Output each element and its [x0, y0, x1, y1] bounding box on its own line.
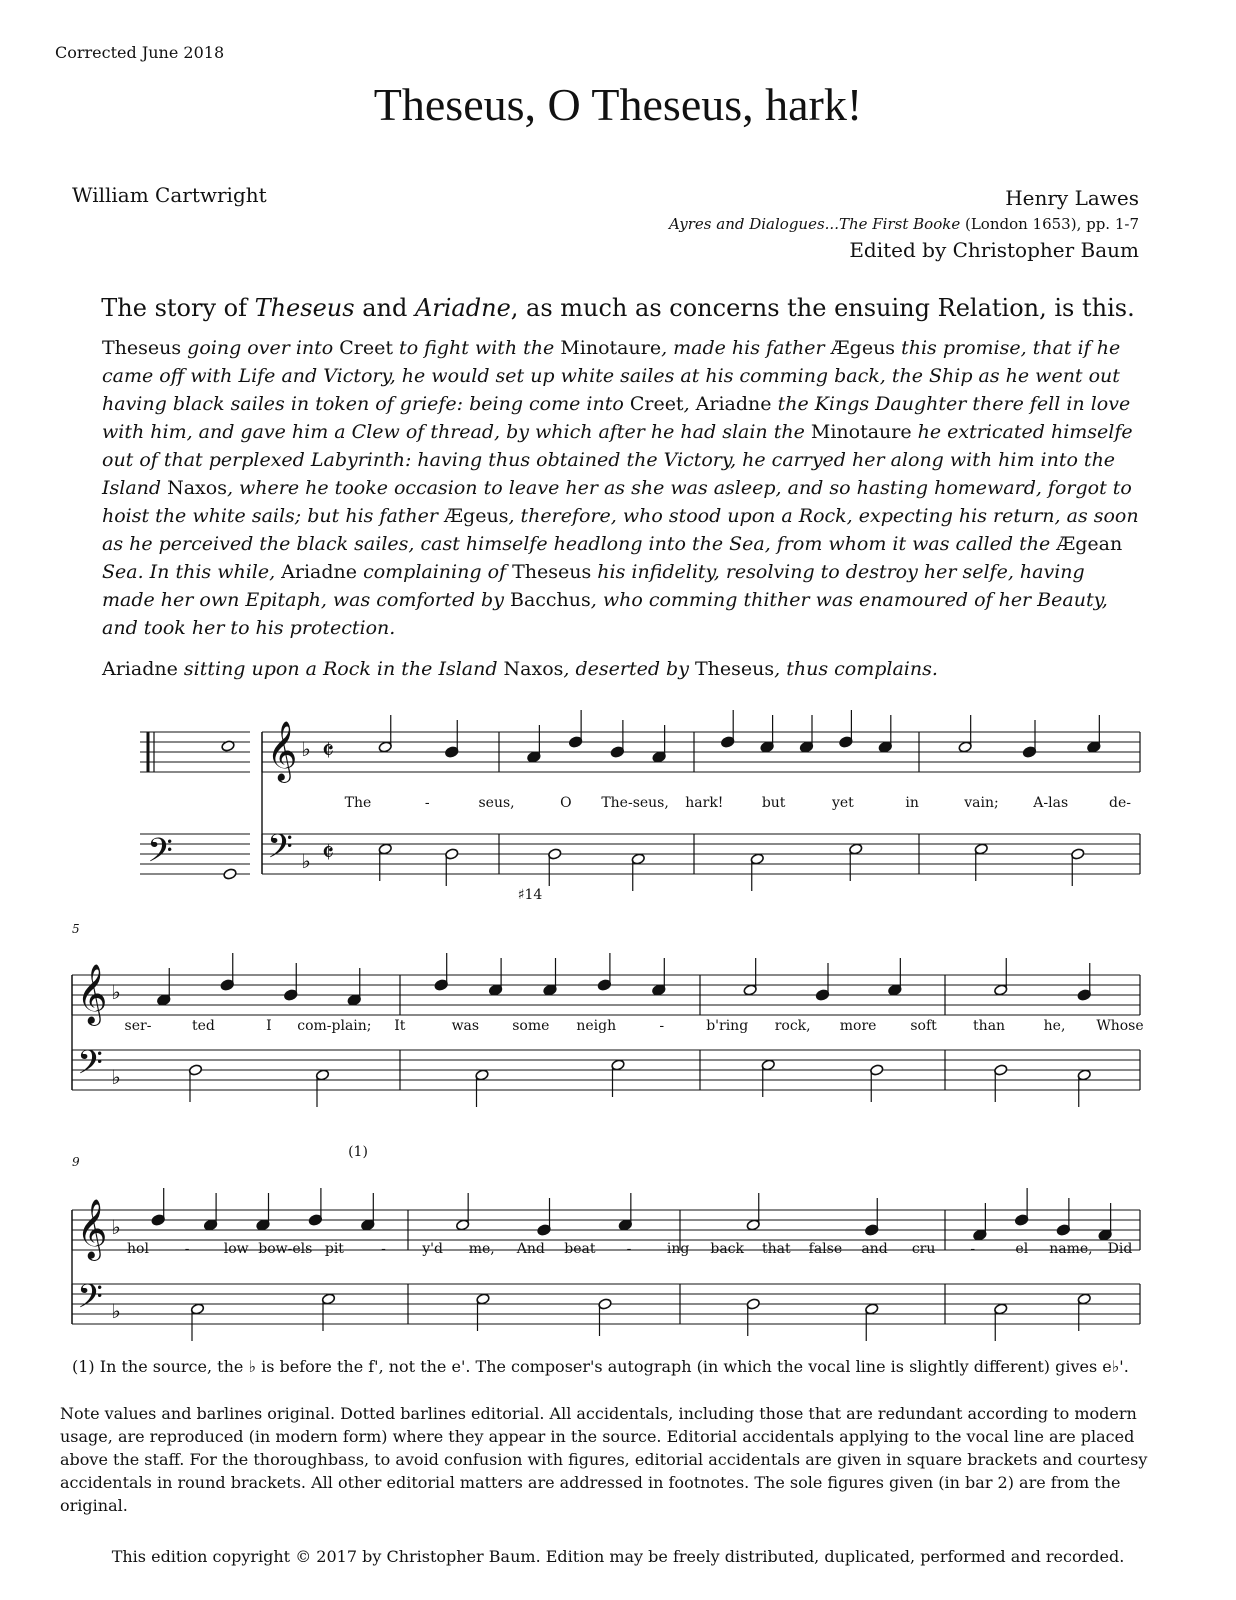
lyric-syllable: hol	[127, 1241, 149, 1257]
system-1-bass-time-signature-icon: 𝄵	[321, 836, 335, 869]
story-heading-name-ariadne: Ariadne	[414, 294, 511, 322]
scene-segment: sitting upon a Rock in the Island	[177, 658, 504, 680]
story-segment: Creet	[339, 337, 394, 359]
story-segment: this promise, that if he came off with Life and Victory, he would set up white sailes at his comming back, the Ship as he went out having black sailes in token of griefe: being come into	[102, 337, 1121, 415]
lyric-syllable: in	[905, 795, 919, 811]
system-1-treble-flat-icon: ♭	[301, 737, 311, 761]
page-title: Theseus, O Theseus, hark!	[373, 79, 863, 130]
system-2-treble-clef-icon: 𝄞	[76, 964, 108, 1024]
lyric-syllable: com-plain;	[297, 1018, 372, 1034]
source-details: (London 1653), pp. 1-7	[960, 215, 1139, 233]
lyric-syllable: Whose	[1096, 1018, 1144, 1034]
story-segment: , who comming thither was enamoured of her Beauty, and took her to his protection.	[102, 589, 1108, 639]
system-2-bass-flat-icon: ♭	[111, 1065, 121, 1089]
lyric-syllable: And	[516, 1241, 545, 1257]
scene-segment: Naxos	[503, 658, 564, 680]
source-citation	[669, 215, 1139, 233]
lyric-syllable: yet	[831, 795, 854, 811]
lyric-syllable: Did	[1107, 1241, 1133, 1257]
system-3-treble-flat-icon: ♭	[111, 1215, 121, 1239]
story-segment: Minotaure	[810, 421, 912, 443]
lyric-syllable: false	[808, 1241, 843, 1257]
system-2-bass-clef-icon: 𝄢	[77, 1044, 103, 1090]
story-segment: the Kings Daughter there fell in love with him, and gave him a Clew of thread, by which after he had slain the	[102, 393, 1131, 443]
lyric-syllable: The	[344, 795, 372, 811]
lyric-syllable: neigh	[576, 1018, 617, 1034]
story-segment: Ægeus	[830, 337, 896, 359]
system-1-bass-clef-icon: 𝄢	[267, 828, 293, 874]
lyric-syllable: bow-els	[258, 1241, 313, 1257]
lyric-syllable: pit	[324, 1241, 344, 1257]
system-3-bass-flat-icon: ♭	[111, 1299, 121, 1323]
lyric-syllable: back	[710, 1241, 745, 1257]
measure-number: 9	[72, 1155, 80, 1169]
editor-credit: Edited by Christopher Baum	[849, 238, 1139, 262]
lyric-syllable: -	[659, 1018, 665, 1034]
lyric-syllable: he,	[1043, 1018, 1066, 1034]
footnote: (1) In the source, the ♭ is before the f', not the e'. The composer's autograph (in which the vocal line is slightly different) gives e♭'.	[72, 1357, 1129, 1376]
story-heading-pre: The story of	[101, 294, 255, 322]
story-heading-name-theseus: Theseus	[254, 294, 355, 322]
lyric-syllable: -	[626, 1241, 632, 1257]
system-1-time-signature-icon: 𝄵	[321, 734, 335, 767]
lyric-syllable: rock,	[774, 1018, 811, 1034]
score-systems	[72, 710, 1144, 1341]
story-segment: Theseus	[102, 337, 182, 359]
lyric-syllable: el	[1015, 1241, 1029, 1257]
system-2-treble-flat-icon: ♭	[111, 980, 121, 1004]
story-segment: going over into	[181, 337, 340, 359]
corrected-date: Corrected June 2018	[55, 43, 225, 62]
composer-name: Henry Lawes	[1005, 186, 1139, 210]
lyric-syllable: beat	[564, 1241, 596, 1257]
scene-segment: Ariadne	[102, 658, 178, 680]
lyric-syllable: hark!	[685, 795, 724, 811]
source-title: Ayres and Dialogues...The First Booke	[669, 215, 961, 233]
system-3-treble-clef-icon: 𝄞	[76, 1199, 108, 1259]
lyric-syllable: ser-	[124, 1018, 152, 1034]
story-segment: Naxos	[167, 477, 227, 499]
lyric-syllable: I	[266, 1018, 272, 1034]
lyric-syllable: -	[381, 1241, 386, 1257]
lyric-syllable: vain;	[964, 795, 999, 811]
music-score	[0, 690, 1236, 1350]
story-segment: Bacchus	[509, 589, 591, 611]
lyric-syllable: me,	[468, 1241, 495, 1257]
story-segment: Sea. In this while,	[102, 561, 282, 583]
lyric-syllable: A-las	[1033, 795, 1069, 811]
lyric-syllable: y'd	[422, 1241, 443, 1257]
story-segment: his infidelity, resolving to destroy her selfe, having made her own Epitaph, was comforted by	[102, 561, 1085, 611]
lyric-syllable: soft	[910, 1018, 937, 1034]
story-segment: Ariadne	[695, 393, 772, 415]
figured-bass-figure: ♯14	[517, 887, 543, 903]
story-heading	[0, 294, 1236, 322]
lyric-syllable: ing	[666, 1241, 690, 1257]
scene-description	[102, 658, 938, 680]
lyric-syllable: The-seus,	[601, 795, 669, 811]
story-segment: Ariadne	[281, 561, 358, 583]
poet-name: William Cartwright	[72, 183, 267, 207]
lyric-syllable: O	[560, 795, 572, 811]
story-segment: Minotaure	[560, 337, 662, 359]
story-segment: , therefore, who stood upon a Rock, expecting his return, as soon as he perceived the black sailes, cast himselfe headlong into the Sea, from whom it was called the	[102, 505, 1139, 555]
footnote-marker: (1)	[348, 1144, 368, 1160]
lyric-syllable: name,	[1049, 1241, 1093, 1257]
system-1-treble-clef-icon: 𝄞	[266, 721, 298, 781]
copyright-notice: This edition copyright © 2017 by Christopher Baum. Edition may be freely distributed, duplicated, performed and recorded.	[111, 1547, 1125, 1566]
story-segment: , made his father	[661, 337, 831, 359]
story-paragraph	[102, 334, 1142, 642]
incipit-bass-clef-icon: 𝄢	[147, 832, 173, 878]
lyric-syllable: de-	[1109, 795, 1131, 811]
lyric-syllable: was	[451, 1018, 480, 1034]
lyric-syllable: and	[861, 1241, 888, 1257]
lyric-syllable: low	[223, 1241, 249, 1257]
lyric-syllable: more	[839, 1018, 877, 1034]
story-segment: Ægean	[1056, 533, 1123, 555]
lyric-syllable: -	[424, 795, 430, 811]
lyric-syllable: some	[512, 1018, 550, 1034]
editorial-notes: Note values and barlines original. Dotted barlines editorial. All accidentals, including those that are redundant according to modern usage, are reproduced (in modern form) where they appear in the source. Editorial accidentals applying to the vocal line are placed above the staff. For the thoroughbass, to avoid confusion with figures, editorial accidentals are given in square brackets and courtesy accidentals in round brackets. All other editorial matters are addressed in footnotes. The sole figures given (in bar 2) are from the original.	[60, 1404, 1148, 1515]
story-segment: , where he tooke occasion to leave her as she was asleep, and so hasting homeward, forgot to hoist the white sails; but his father	[102, 477, 1132, 527]
lyric-syllable: but	[761, 795, 786, 811]
lyric-syllable: It	[394, 1018, 406, 1034]
lyric-syllable: seus,	[478, 795, 515, 811]
lyric-syllable: that	[761, 1241, 791, 1257]
lyric-syllable: ted	[192, 1018, 215, 1034]
system-3-bass-clef-icon: 𝄢	[77, 1278, 103, 1324]
lyric-syllable: -	[970, 1241, 976, 1257]
scene-segment: Theseus	[695, 658, 775, 680]
scene-segment: , thus complains.	[774, 658, 938, 680]
story-heading-mid: and	[354, 294, 415, 322]
system-1-bass-flat-icon: ♭	[301, 849, 311, 873]
lyric-syllable: cru	[911, 1241, 936, 1257]
story-segment: ,	[683, 393, 696, 415]
story-segment: Ægeus	[444, 505, 509, 527]
story-segment: Theseus	[512, 561, 592, 583]
story-segment: he extricated himselfe out of that perplexed Labyrinth: having thus obtained the Victory, he carryed her along with him into the Island	[102, 421, 1133, 499]
lyric-syllable: than	[973, 1018, 1006, 1034]
story-segment: complaining of	[357, 561, 513, 583]
story-segment: Creet	[629, 393, 684, 415]
scene-segment: , deserted by	[563, 658, 695, 680]
story-segment: to fight with the	[393, 337, 561, 359]
measure-number: 5	[72, 922, 80, 936]
incipit-bass-note	[223, 868, 237, 880]
lyric-syllable: -	[184, 1241, 190, 1257]
lyric-syllable: b'ring	[706, 1018, 749, 1034]
story-heading-post: , as much as concerns the ensuing Relation, is this.	[510, 294, 1135, 322]
